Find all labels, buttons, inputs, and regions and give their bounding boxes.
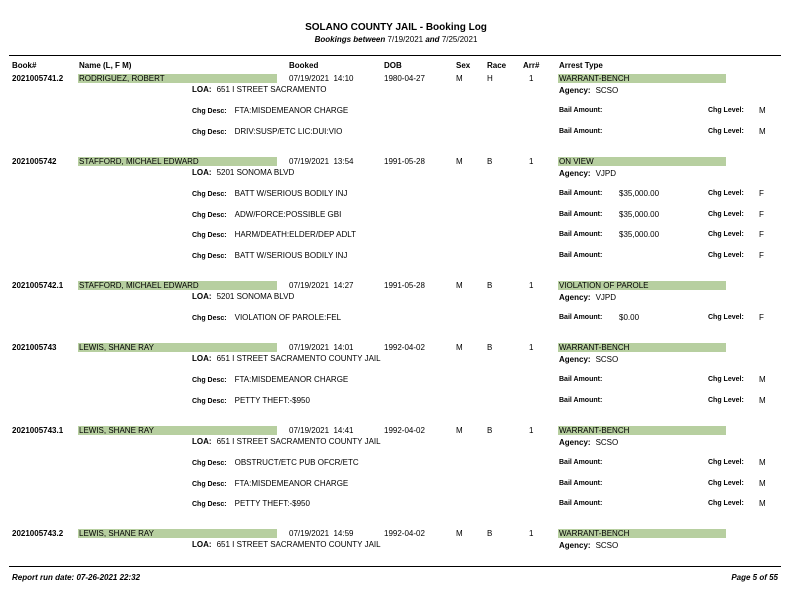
chg-level-label: Chg Level: (708, 459, 744, 466)
arrest-number: 1 (529, 157, 534, 166)
race: B (487, 157, 493, 166)
chg-desc-value: HARM/DEATH:ELDER/DEP ADLT (234, 230, 356, 239)
booked-datetime: 07/19/2021 14:27 (289, 281, 354, 290)
arrest-type: VIOLATION OF PAROLE (558, 281, 726, 290)
start-date: 7/19/2021 (387, 35, 424, 44)
loa-value: 5201 SONOMA BLVD (216, 292, 295, 301)
sex: M (456, 74, 463, 83)
bail-amount-value: $35,000.00 (619, 189, 660, 198)
chg-level-value: F (759, 250, 764, 260)
dob: 1992-04-02 (384, 426, 425, 435)
bail-amount-label: Bail Amount: (559, 314, 603, 321)
bail-amount-label: Bail Amount: (559, 190, 603, 197)
chg-desc-value: DRIV:SUSP/ETC LIC:DUI:VIO (234, 126, 343, 136)
agency-line (559, 355, 618, 364)
chg-desc-label: Chg Desc: (192, 128, 227, 136)
dob: 1980-04-27 (384, 74, 425, 83)
subtitle-label: Bookings between (314, 35, 386, 44)
footer-rule (9, 566, 781, 567)
book-number: 2021005742 (12, 157, 57, 166)
loa-line (192, 540, 381, 549)
agency-label: Agency: (559, 438, 591, 447)
end-date: 7/25/2021 (441, 35, 478, 44)
bail-amount-label: Bail Amount: (559, 479, 603, 487)
bail-amount-label: Bail Amount: (559, 107, 603, 114)
loa-line (192, 168, 294, 177)
agency-label: Agency: (559, 86, 591, 95)
chg-level-value: M (759, 478, 766, 488)
chg-level-label: Chg Level: (708, 500, 744, 507)
booked-datetime: 07/19/2021 14:59 (289, 529, 354, 538)
loa-label: LOA: (192, 85, 212, 94)
race: B (487, 529, 493, 538)
agency-value: VJPD (595, 169, 617, 178)
col-dob: DOB (384, 61, 402, 70)
chg-desc-label: Chg Desc: (192, 191, 227, 198)
col-booked: Booked (289, 61, 319, 70)
page-number: Page 5 of 55 (731, 573, 778, 582)
inmate-name: LEWIS, SHANE RAY (78, 529, 277, 538)
inmate-name: LEWIS, SHANE RAY (78, 343, 277, 352)
col-sex: Sex (456, 61, 471, 70)
chg-desc-value: FTA:MISDEMEANOR CHARGE (234, 106, 349, 115)
arrest-number: 1 (529, 529, 534, 538)
sex: M (456, 281, 463, 290)
loa-value: 651 I STREET SACRAMENTO (216, 85, 327, 94)
charge-desc-line (192, 375, 348, 384)
loa-line (192, 85, 327, 94)
race: B (487, 343, 493, 352)
chg-desc-value: PETTY THEFT:-$950 (234, 395, 310, 405)
chg-level-label: Chg Level: (708, 314, 744, 321)
agency-line (559, 169, 616, 178)
book-number: 2021005743 (12, 343, 57, 352)
loa-value: 651 I STREET SACRAMENTO COUNTY JAIL (216, 354, 381, 363)
charge-desc-line (192, 458, 359, 467)
agency-line (559, 86, 618, 95)
chg-level-value: F (759, 230, 764, 239)
chg-level-value: M (759, 395, 766, 405)
sex: M (456, 426, 463, 435)
dob: 1992-04-02 (384, 343, 425, 352)
chg-level-label: Chg Level: (708, 376, 744, 383)
report-title: SOLANO COUNTY JAIL - Booking Log (305, 22, 487, 33)
loa-line (192, 354, 381, 363)
chg-desc-value: ADW/FORCE:POSSIBLE GBI (234, 209, 342, 219)
agency-line (559, 438, 618, 447)
col-name: Name (L, F M) (79, 61, 132, 70)
header-rule (9, 55, 781, 56)
agency-label: Agency: (559, 169, 591, 178)
chg-level-label: Chg Level: (708, 231, 744, 238)
chg-level-value: M (759, 375, 766, 384)
loa-label: LOA: (192, 540, 212, 549)
agency-line (559, 293, 616, 302)
agency-label: Agency: (559, 355, 591, 364)
booked-datetime: 07/19/2021 14:41 (289, 426, 354, 435)
sex: M (456, 529, 463, 538)
loa-value: 651 I STREET SACRAMENTO COUNTY JAIL (216, 540, 381, 549)
dob: 1991-05-28 (384, 281, 425, 290)
bail-amount-label: Bail Amount: (559, 127, 603, 135)
chg-level-label: Chg Level: (708, 190, 744, 197)
chg-level-label: Chg Level: (708, 210, 744, 218)
chg-desc-label: Chg Desc: (192, 232, 227, 239)
charge-desc-line (192, 189, 347, 198)
chg-level-label: Chg Level: (708, 479, 744, 487)
col-arrest-type: Arrest Type (559, 61, 603, 70)
bail-amount-label: Bail Amount: (559, 251, 603, 259)
chg-desc-label: Chg Desc: (192, 108, 227, 115)
charge-desc-line (192, 210, 341, 219)
arrest-type: WARRANT-BENCH (558, 529, 726, 538)
chg-desc-value: PETTY THEFT:-$950 (234, 499, 310, 508)
arrest-number: 1 (529, 281, 534, 290)
agency-value: SCSO (595, 541, 619, 550)
agency-label: Agency: (559, 541, 591, 550)
chg-desc-value: FTA:MISDEMEANOR CHARGE (234, 478, 349, 488)
charge-desc-line (192, 251, 347, 260)
loa-label: LOA: (192, 168, 212, 177)
chg-level-value: M (759, 458, 766, 467)
inmate-name: LEWIS, SHANE RAY (78, 426, 277, 435)
agency-value: SCSO (595, 438, 619, 447)
chg-desc-label: Chg Desc: (192, 480, 227, 488)
chg-level-value: M (759, 106, 766, 115)
chg-desc-label: Chg Desc: (192, 397, 227, 405)
agency-value: SCSO (595, 355, 619, 364)
dob: 1991-05-28 (384, 157, 425, 166)
col-book: Book# (12, 61, 37, 70)
report-subtitle (0, 35, 792, 44)
chg-level-value: M (759, 126, 766, 136)
charge-desc-line (192, 499, 310, 508)
arrest-number: 1 (529, 74, 534, 83)
inmate-name: RODRIGUEZ, ROBERT (78, 74, 277, 83)
arrest-number: 1 (529, 343, 534, 352)
bail-amount-label: Bail Amount: (559, 396, 603, 404)
book-number: 2021005743.1 (12, 426, 64, 435)
booked-datetime: 07/19/2021 14:10 (289, 74, 354, 83)
agency-label: Agency: (559, 293, 591, 302)
subtitle-and: and (425, 35, 440, 44)
charge-desc-line (192, 313, 341, 322)
loa-line (192, 437, 381, 446)
col-arr: Arr# (523, 61, 540, 70)
loa-value: 651 I STREET SACRAMENTO COUNTY JAIL (216, 437, 381, 446)
chg-level-label: Chg Level: (708, 251, 744, 259)
race: H (487, 74, 493, 83)
agency-line (559, 541, 618, 550)
charge-desc-line (192, 396, 310, 405)
loa-line (192, 292, 294, 301)
loa-label: LOA: (192, 292, 212, 301)
chg-level-label: Chg Level: (708, 107, 744, 114)
chg-desc-label: Chg Desc: (192, 501, 227, 508)
chg-desc-label: Chg Desc: (192, 315, 227, 322)
dob: 1992-04-02 (384, 529, 425, 538)
agency-value: SCSO (595, 86, 619, 95)
chg-desc-label: Chg Desc: (192, 377, 227, 384)
bail-amount-label: Bail Amount: (559, 231, 603, 238)
bail-amount-value: $35,000.00 (619, 209, 660, 219)
chg-level-label: Chg Level: (708, 396, 744, 404)
chg-desc-value: BATT W/SERIOUS BODILY INJ (234, 189, 348, 198)
race: B (487, 281, 493, 290)
chg-desc-label: Chg Desc: (192, 460, 227, 467)
chg-level-label: Chg Level: (708, 127, 744, 135)
arrest-type: WARRANT-BENCH (558, 74, 726, 83)
loa-value: 5201 SONOMA BLVD (216, 168, 295, 177)
book-number: 2021005743.2 (12, 529, 64, 538)
agency-value: VJPD (595, 293, 617, 302)
arrest-number: 1 (529, 426, 534, 435)
bail-amount-label: Bail Amount: (559, 376, 603, 383)
chg-desc-label: Chg Desc: (192, 211, 227, 219)
arrest-type: ON VIEW (558, 157, 726, 166)
bail-amount-label: Bail Amount: (559, 210, 603, 218)
charge-desc-line (192, 479, 348, 488)
inmate-name: STAFFORD, MICHAEL EDWARD (78, 281, 277, 290)
race: B (487, 426, 493, 435)
chg-desc-value: OBSTRUCT/ETC PUB OFCR/ETC (234, 458, 359, 467)
arrest-type: WARRANT-BENCH (558, 426, 726, 435)
chg-level-value: M (759, 499, 766, 508)
charge-desc-line (192, 127, 342, 136)
booked-datetime: 07/19/2021 13:54 (289, 157, 354, 166)
loa-label: LOA: (192, 354, 212, 363)
bail-amount-value: $35,000.00 (619, 230, 660, 239)
report-run-date: Report run date: 07-26-2021 22:32 (12, 573, 141, 582)
sex: M (456, 157, 463, 166)
chg-desc-label: Chg Desc: (192, 252, 227, 260)
chg-level-value: F (759, 209, 764, 219)
chg-desc-value: FTA:MISDEMEANOR CHARGE (234, 375, 349, 384)
charge-desc-line (192, 106, 348, 115)
bail-amount-label: Bail Amount: (559, 500, 603, 507)
chg-desc-value: VIOLATION OF PAROLE:FEL (234, 313, 342, 322)
book-number: 2021005741.2 (12, 74, 64, 83)
chg-desc-value: BATT W/SERIOUS BODILY INJ (234, 250, 348, 260)
arrest-type: WARRANT-BENCH (558, 343, 726, 352)
chg-level-value: F (759, 189, 764, 198)
booked-datetime: 07/19/2021 14:01 (289, 343, 354, 352)
chg-level-value: F (759, 313, 764, 322)
bail-amount-value: $0.00 (619, 313, 640, 322)
charge-desc-line (192, 230, 356, 239)
sex: M (456, 343, 463, 352)
inmate-name: STAFFORD, MICHAEL EDWARD (78, 157, 277, 166)
bail-amount-label: Bail Amount: (559, 459, 603, 466)
col-race: Race (487, 61, 507, 70)
loa-label: LOA: (192, 437, 212, 446)
book-number: 2021005742.1 (12, 281, 64, 290)
